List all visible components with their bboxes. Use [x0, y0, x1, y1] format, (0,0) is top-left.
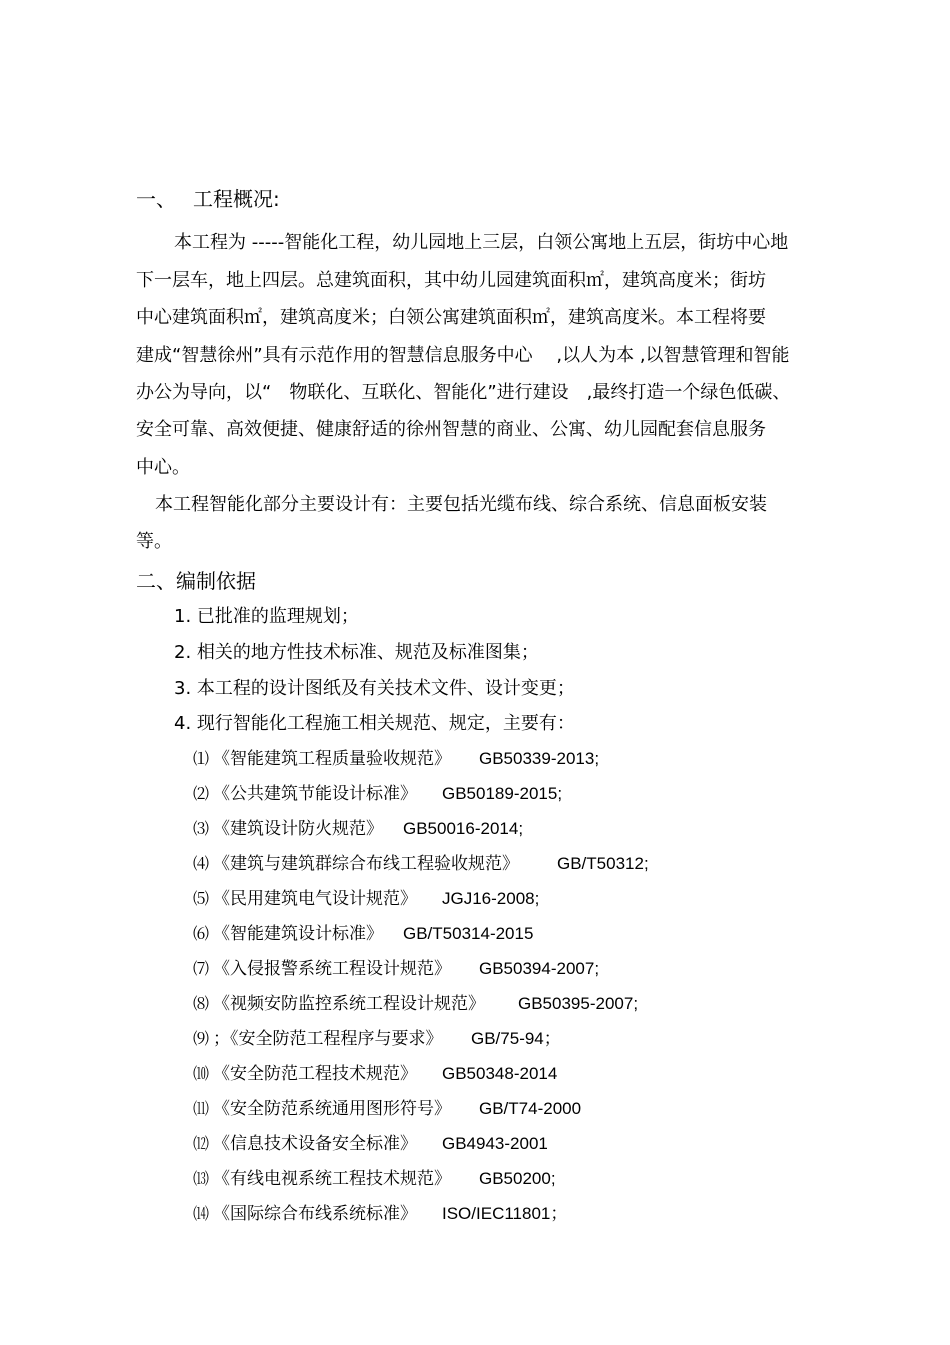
paragraph-line: 中心。 [136, 457, 190, 478]
list-item: 1. 已批准的监理规划； [174, 606, 359, 627]
standard-number: ⑽ [193, 1064, 210, 1083]
standard-number: ⑾ [193, 1099, 210, 1118]
list-item: 2. 相关的地方性技术标准、规范及标准图集； [174, 642, 539, 663]
section1-title: 工程概况: [193, 187, 280, 211]
standard-number: ⑼ [193, 1029, 210, 1048]
standard-name: 《有线电视系统工程技术规范》 [213, 1169, 451, 1189]
standard-number: ⑷ [193, 854, 210, 873]
standard-code: GB50395-2007; [518, 994, 639, 1013]
standard-code: GB50189-2015; [442, 784, 563, 803]
standard-number: ⑺ [193, 959, 210, 978]
paragraph-line: 本工程为 -----智能化工程，幼儿园地上三层，白领公寓地上五层，街坊中心地 [174, 232, 789, 253]
list-item: 4. 现行智能化工程施工相关规范、规定，主要有： [174, 713, 575, 734]
standard-number: ⒀ [193, 1169, 210, 1188]
standard-code: GB50016-2014; [403, 819, 524, 838]
standard-code: GB/75-94； [471, 1029, 561, 1048]
standard-code: GB/T50314-2015 [403, 924, 534, 943]
paragraph-line: 下一层车，地上四层。总建筑面积，其中幼儿园建筑面积㎡，建筑高度米；街坊 [136, 270, 766, 291]
standard-name: 《信息技术设备安全标准》 [213, 1134, 417, 1154]
standard-name: 《公共建筑节能设计标准》 [213, 784, 417, 804]
paragraph-line: 办公为导向，以“ 物联化、互联化、智能化”进行建设 ,最终打造一个绿色低碳、 [136, 382, 791, 403]
standard-name: 《安全防范工程技术规范》 [213, 1064, 417, 1084]
paragraph-line: 本工程智能化部分主要设计有：主要包括光缆布线、综合系统、信息面板安装 [155, 494, 767, 515]
standard-name: 《民用建筑电气设计规范》 [213, 889, 417, 909]
standard-name: ；《安全防范工程程序与要求》 [213, 1029, 443, 1049]
standard-name: 《安全防范系统通用图形符号》 [213, 1099, 451, 1119]
standard-code: GB4943-2001 [442, 1134, 548, 1153]
section1-number: 一、 [136, 187, 176, 211]
paragraph-line: 安全可靠、高效便捷、健康舒适的徐州智慧的商业、公寓、幼儿园配套信息服务 [136, 419, 766, 440]
standard-number: ⒁ [193, 1204, 210, 1223]
standard-name: 《智能建筑设计标准》 [213, 924, 383, 944]
standard-code: GB/T74-2000 [479, 1099, 582, 1118]
standard-number: ⑶ [193, 819, 210, 838]
standard-number: ⑿ [193, 1134, 210, 1153]
standard-name: 《入侵报警系统工程设计规范》 [213, 959, 451, 979]
standard-code: JGJ16-2008; [442, 889, 540, 908]
standard-code: ISO/IEC11801； [442, 1204, 568, 1223]
paragraph-line: 建成“智慧徐州”具有示范作用的智慧信息服务中心 ,以人为本 ,以智慧管理和智能 [136, 345, 790, 366]
paragraph-line: 中心建筑面积㎡，建筑高度米；白领公寓建筑面积㎡，建筑高度米。本工程将要 [136, 307, 766, 328]
list-item: 3. 本工程的设计图纸及有关技术文件、设计变更； [174, 678, 575, 699]
standard-code: GB50339-2013; [479, 749, 600, 768]
standard-name: 《智能建筑工程质量验收规范》 [213, 749, 451, 769]
section2-title: 二、编制依据 [136, 569, 256, 593]
standard-name: 《建筑与建筑群综合布线工程验收规范》 [213, 854, 519, 874]
standard-code: GB50200; [479, 1169, 556, 1188]
standard-number: ⑸ [193, 889, 210, 908]
paragraph-line: 等。 [136, 531, 172, 552]
standard-code: GB50348-2014 [442, 1064, 558, 1083]
standard-name: 《视频安防监控系统工程设计规范》 [213, 994, 485, 1014]
standard-code: GB/T50312; [557, 854, 649, 873]
standard-number: ⑻ [193, 994, 210, 1013]
standard-number: ⑵ [193, 784, 210, 803]
standard-name: 《建筑设计防火规范》 [213, 819, 383, 839]
standard-code: GB50394-2007; [479, 959, 600, 978]
standard-number: ⑴ [193, 749, 210, 768]
standard-number: ⑹ [193, 924, 210, 943]
standard-name: 《国际综合布线系统标准》 [213, 1204, 417, 1224]
